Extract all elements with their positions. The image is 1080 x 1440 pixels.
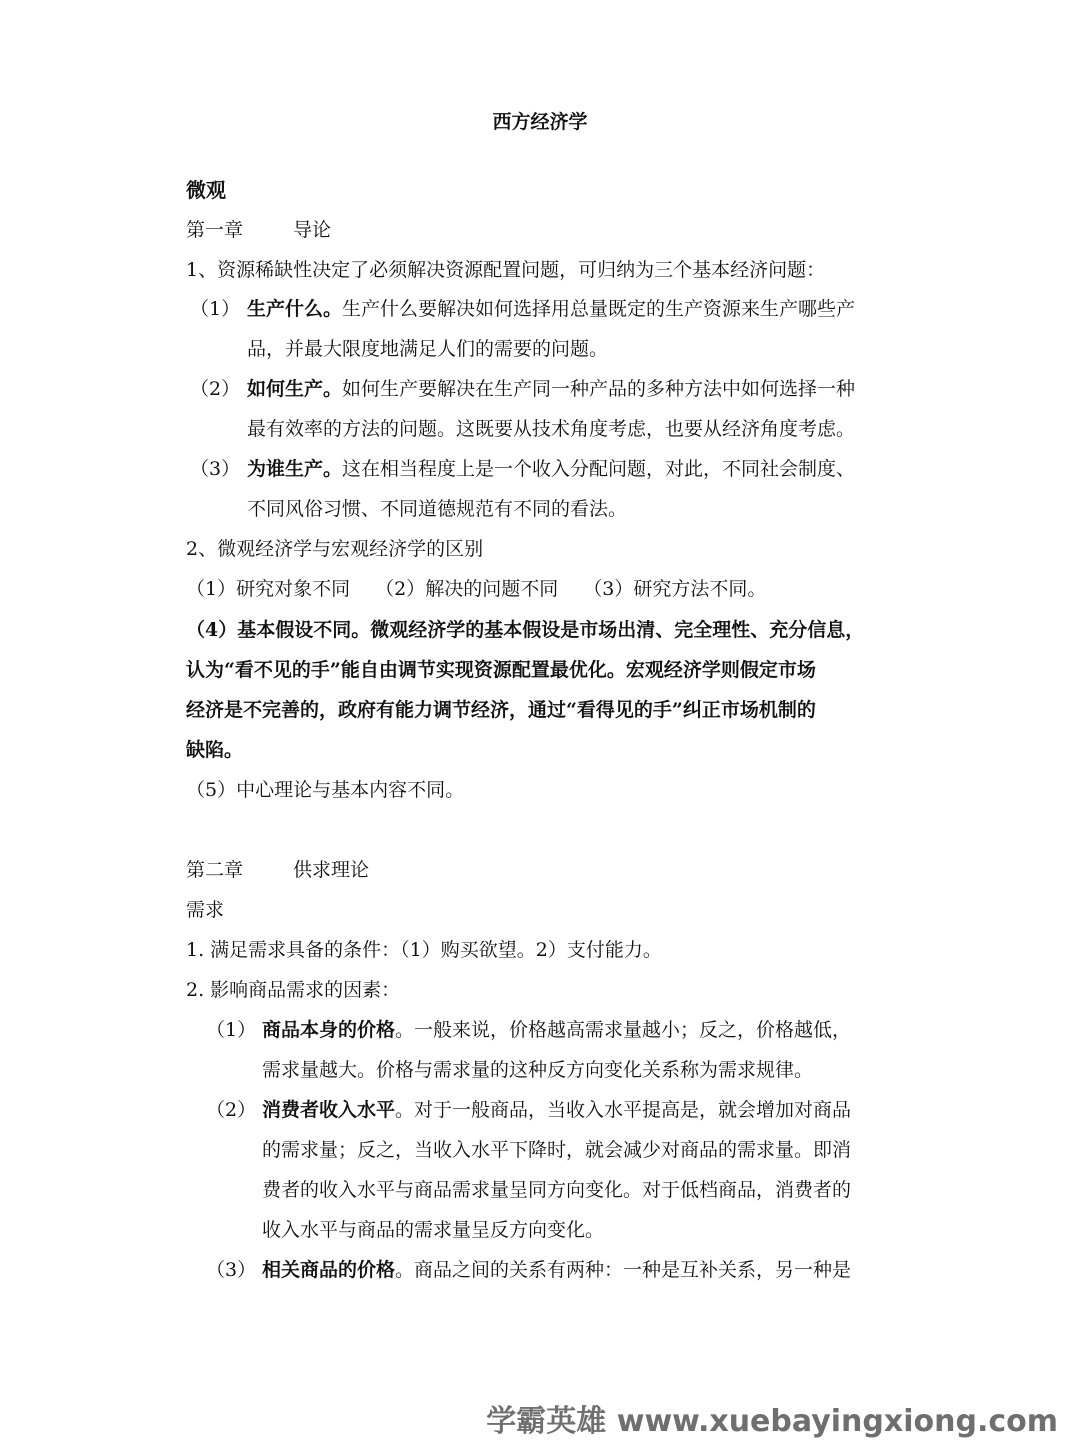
list-item-text: 。商品之间的关系有两种：一种是互补关系，另一种是	[395, 1259, 852, 1281]
list-item	[247, 377, 855, 401]
list-item-text: 收入水平与商品的需求量呈反方向变化。	[262, 1219, 605, 1241]
list-item-number: （2）	[206, 1099, 257, 1121]
list-item-text: 这在相当程度上是一个收入分配问题，对此，不同社会制度、	[342, 458, 856, 480]
list-item	[247, 297, 855, 321]
list-item-text: 的需求量；反之，当收入水平下降时，就会减少对商品的需求量。即消	[262, 1139, 852, 1161]
bold-paragraph-line: （4）基本假设不同。微观经济学的基本假设是市场出清、完全理性、充分信息，	[186, 619, 865, 641]
watermark: 学霸英雄 www.xuebayingxiong.com	[486, 1404, 1058, 1439]
list-item-text: 品，并最大限度地满足人们的需要的问题。	[247, 338, 609, 360]
list-item-number: （1）	[190, 298, 241, 320]
list-item-term: 为谁生产。	[247, 458, 343, 480]
list-item-text: 需求量越大。价格与需求量的这种反方向变化关系称为需求规律。	[262, 1059, 814, 1081]
paragraph: （1）研究对象不同 （2）解决的问题不同 （3）研究方法不同。	[186, 578, 767, 600]
paragraph: 2、微观经济学与宏观经济学的区别	[186, 538, 484, 560]
chapter-1-label: 第一章	[186, 219, 244, 241]
bold-paragraph-line: 缺陷。	[186, 739, 244, 761]
list-item	[262, 1098, 851, 1122]
paragraph: 1. 满足需求具备的条件：（1）购买欲望。2）支付能力。	[186, 939, 662, 961]
section-heading: 微观	[186, 178, 226, 202]
list-item-term: 生产什么。	[247, 298, 343, 320]
list-item	[262, 1258, 851, 1282]
list-item	[247, 457, 855, 481]
list-item-text: 最有效率的方法的问题。这既要从技术角度考虑，也要从经济角度考虑。	[247, 418, 856, 440]
list-item-number: （2）	[190, 378, 241, 400]
chapter-2-title: 供求理论	[293, 859, 370, 881]
chapter-2-label: 第二章	[186, 859, 244, 881]
paragraph: （5）中心理论与基本内容不同。	[186, 779, 465, 801]
list-item-number: （1）	[206, 1019, 257, 1041]
chapter-2-heading	[186, 858, 369, 882]
list-item-text: 如何生产要解决在生产同一种产品的多种方法中如何选择一种	[342, 378, 856, 400]
list-item-number: （3）	[206, 1259, 257, 1281]
subheading: 需求	[186, 899, 225, 921]
list-item-term: 消费者收入水平	[262, 1099, 396, 1121]
bold-paragraph-line: 经济是不完善的，政府有能力调节经济，通过“看得见的手”纠正市场机制的	[186, 699, 816, 721]
chapter-1-heading	[186, 218, 331, 242]
list-item-text: 生产什么要解决如何选择用总量既定的生产资源来生产哪些产	[342, 298, 856, 320]
list-item-term: 相关商品的价格	[262, 1259, 396, 1281]
list-item-text: 不同风俗习惯、不同道德规范有不同的看法。	[247, 498, 628, 520]
list-item-term: 如何生产。	[247, 378, 343, 400]
list-item-term: 商品本身的价格	[262, 1019, 396, 1041]
bold-paragraph-line: 认为“看不见的手”能自由调节实现资源配置最优化。宏观经济学则假定市场	[186, 659, 816, 681]
list-item-text: 。一般来说，价格越高需求量越小；反之，价格越低，	[395, 1019, 852, 1041]
list-item-text: 。对于一般商品，当收入水平提高是，就会增加对商品	[395, 1099, 852, 1121]
list-item	[262, 1018, 851, 1042]
list-item-text: 费者的收入水平与商品需求量呈同方向变化。对于低档商品，消费者的	[262, 1179, 852, 1201]
paragraph: 2. 影响商品需求的因素：	[186, 979, 401, 1001]
paragraph: 1、资源稀缺性决定了必须解决资源配置问题，可归纳为三个基本经济问题：	[186, 259, 826, 281]
chapter-1-title: 导论	[293, 219, 332, 241]
page-title: 西方经济学	[492, 111, 588, 133]
list-item-number: （3）	[190, 458, 241, 480]
